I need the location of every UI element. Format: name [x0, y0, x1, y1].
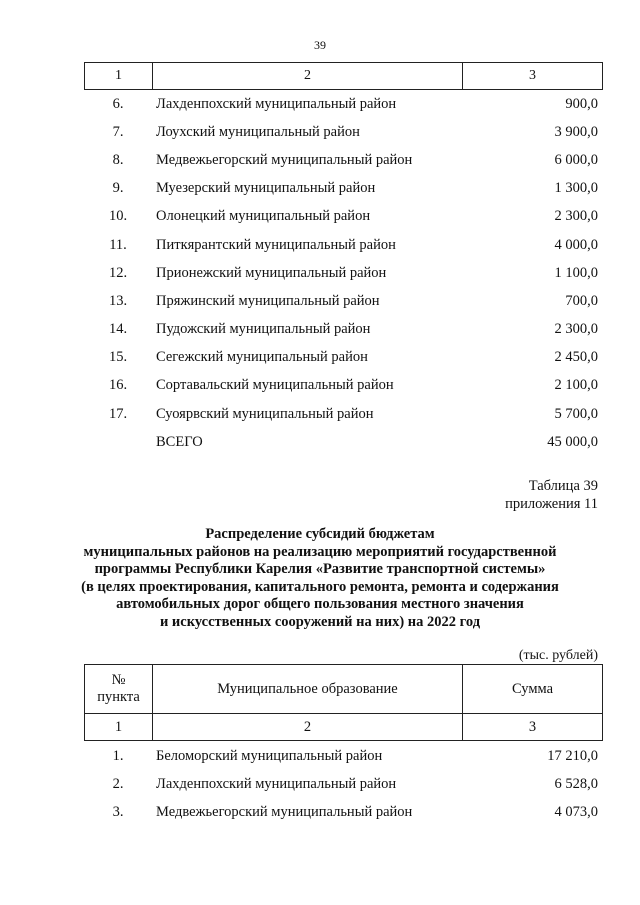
table-row	[84, 90, 602, 118]
municipality-name: Муезерский муниципальный район	[156, 180, 376, 197]
table-row	[84, 316, 602, 344]
row-number: 15.	[108, 349, 128, 366]
amount: 900,0	[565, 95, 598, 112]
total-amount: 45 000,0	[547, 433, 598, 450]
municipality-name: Медвежьегорский муниципальный район	[156, 151, 413, 168]
header-item-number	[85, 665, 153, 714]
municipality-name: Пряжинский муниципальный район	[156, 292, 380, 309]
column-number-2: 2	[153, 714, 463, 741]
caption-appendix: приложения 11	[505, 496, 598, 512]
table1-body	[84, 90, 602, 456]
municipality-name: Лахденпохский муниципальный район	[156, 775, 397, 792]
total-row	[84, 428, 602, 456]
municipality-name: Олонецкий муниципальный район	[156, 208, 371, 225]
title-line: Распределение субсидий бюджетам	[205, 526, 435, 542]
amount: 4 073,0	[554, 803, 598, 820]
municipality-name: Прионежский муниципальный район	[156, 264, 387, 281]
amount: 2 300,0	[554, 208, 598, 225]
municipality-name: Лахденпохский муниципальный район	[156, 95, 397, 112]
amount: 6 000,0	[554, 151, 598, 168]
table-row	[84, 400, 602, 428]
amount: 4 000,0	[554, 236, 598, 253]
column-number-3: 3	[463, 63, 603, 90]
row-number: 7.	[112, 123, 124, 140]
municipality-name: Суоярвский муниципальный район	[156, 405, 374, 422]
row-number: 2.	[112, 775, 124, 792]
row-number: 13.	[108, 292, 128, 309]
column-number-3: 3	[463, 714, 603, 741]
table-caption	[505, 477, 598, 513]
total-label: ВСЕГО	[156, 433, 203, 450]
table-row	[84, 231, 602, 259]
column-number-2: 2	[153, 63, 463, 90]
title-line: муниципальных районов на реализацию мероприятий государственной	[83, 543, 557, 560]
table-row	[84, 203, 602, 231]
municipality-name: Пудожский муниципальный район	[156, 321, 371, 338]
table2-body	[84, 742, 602, 827]
title-line: автомобильных дорог общего пользования местного значения	[116, 596, 524, 612]
table-row	[84, 118, 602, 146]
title-line: (в целях проектирования, капитального ремонта, ремонта и содержания	[81, 578, 559, 595]
header-municipality: Муниципальное образование	[153, 665, 463, 714]
row-number: 12.	[108, 264, 128, 281]
row-number: 11.	[109, 236, 127, 253]
row-number: 9.	[112, 180, 124, 197]
amount: 5 700,0	[554, 405, 598, 422]
amount: 6 528,0	[554, 775, 598, 792]
table-row	[84, 372, 602, 400]
amount: 2 300,0	[554, 321, 598, 338]
page-number: 39	[314, 38, 326, 52]
amount: 2 450,0	[554, 349, 598, 366]
column-number-1: 1	[85, 63, 153, 90]
header-amount: Сумма	[463, 665, 603, 714]
amount: 17 210,0	[547, 747, 598, 764]
table-row	[84, 146, 602, 174]
municipality-name: Лоухский муниципальный район	[156, 123, 360, 140]
header-number-sign: №	[111, 672, 126, 688]
caption-table-number: Таблица 39	[528, 478, 598, 494]
municipality-name: Сегежский муниципальный район	[156, 349, 368, 366]
row-number: 14.	[108, 321, 128, 338]
table-title	[40, 526, 600, 631]
row-number: 17.	[108, 405, 128, 422]
table-row	[84, 287, 602, 315]
table1-column-numbers	[84, 62, 603, 90]
row-number: 1.	[112, 747, 124, 764]
municipality-name: Питкярантский муниципальный район	[156, 236, 396, 253]
unit-label: (тыс. рублей)	[518, 648, 598, 663]
table-row	[84, 770, 602, 798]
table-row	[84, 344, 602, 372]
row-number: 3.	[112, 803, 124, 820]
municipality-name: Сортавальский муниципальный район	[156, 377, 394, 394]
amount: 3 900,0	[554, 123, 598, 140]
row-number: 8.	[112, 151, 124, 168]
table-row	[84, 259, 602, 287]
table-row	[84, 798, 602, 826]
row-number: 10.	[108, 208, 128, 225]
title-line: и искусственных сооружений на них) на 2022 год	[159, 613, 481, 630]
table-row	[84, 742, 602, 770]
municipality-name: Медвежьегорский муниципальный район	[156, 803, 413, 820]
table2-header	[84, 664, 603, 741]
column-number-1: 1	[85, 714, 153, 741]
municipality-name: Беломорский муниципальный район	[156, 747, 383, 764]
title-line: программы Республики Карелия «Развитие транспортной системы»	[94, 561, 546, 577]
table-row	[84, 175, 602, 203]
amount: 1 100,0	[554, 264, 598, 281]
row-number: 6.	[112, 95, 124, 112]
row-number: 16.	[108, 377, 128, 394]
header-item-label: пункта	[97, 689, 140, 705]
amount: 1 300,0	[554, 180, 598, 197]
amount: 2 100,0	[554, 377, 598, 394]
amount: 700,0	[565, 292, 598, 309]
